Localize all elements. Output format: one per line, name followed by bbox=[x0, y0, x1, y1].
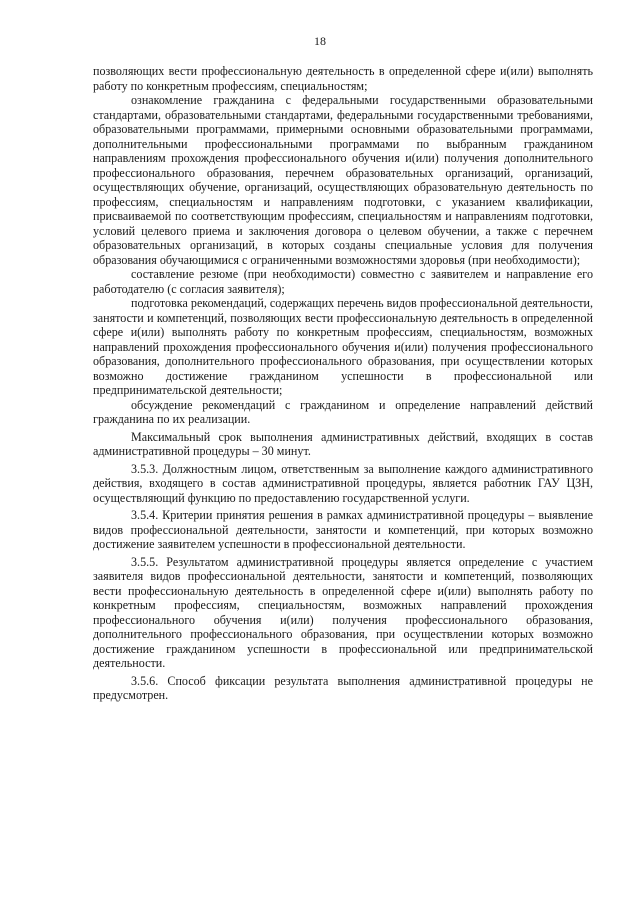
paragraph: Максимальный срок выполнения административных действий, входящих в состав административной процедуры – 30 минут. bbox=[93, 429, 593, 458]
paragraph: составление резюме (при необходимости) совместно с заявителем и направление его работодателю (с согласия заявителя); bbox=[93, 267, 593, 296]
paragraph: позволяющих вести профессиональную деятельность в определенной сфере и(или) выполнять работу по конкретным профессиям, специальностям; bbox=[93, 64, 593, 93]
page-number: 18 bbox=[314, 34, 326, 48]
paragraph: 3.5.5. Результатом административной процедуры является определение с участием заявителя видов профессиональной деятельности, занятости и компетенций, позволяющих вести профессиональную деятельность в определенной сфере и(или) выполнять работу по конкретным профессиям, специальностям, возможных направлений прохождения профессионального обучения и(или) получения профессионального образования, дополнительного профессионального образования, при осуществлении которых возможно достижение гражданином успешности в профессиональной или предпринимательской деятельности. bbox=[93, 554, 593, 670]
paragraph: 3.5.3. Должностным лицом, ответственным за выполнение каждого административного действия, входящего в состав административной процедуры, является работник ГАУ ЦЗН, осуществляющий функцию по предоставлению государственной услуги. bbox=[93, 461, 593, 505]
document-body bbox=[93, 64, 593, 703]
paragraph: 3.5.4. Критерии принятия решения в рамках административной процедуры – выявление видов профессиональной деятельности, занятости и компетенций, при которых возможно достижение заявителем успешности в профессиональной деятельности. bbox=[93, 508, 593, 551]
paragraph: ознакомление гражданина с федеральными государственными образовательными стандартами, образовательными стандартами, федеральными государственными требованиями, образовательными программами, примерными основными образовательными программами, дополнительными профессиональными программами по выбранным гражданином направлениям прохождения профессионального обучения и(или) получения дополнительного профессионального образования, перечнем образовательных организаций, организаций, осуществляющих обучение, организаций, осуществляющих образовательную деятельность по профессиям, специальностям и направлениям подготовки, с указанием квалификации, присваиваемой по соответствующим профессиям, специальностям и направлениям подготовки, условий целевого приема и заключения договора о целевом обучении, а также с перечнем образовательных организаций, в которых созданы специальные условия для получения образования обучающимися с ограниченными возможностями здоровья (при необходимости); bbox=[93, 93, 593, 267]
paragraph: 3.5.6. Способ фиксации результата выполнения административной процедуры не предусмотрен. bbox=[93, 673, 593, 702]
paragraph: подготовка рекомендаций, содержащих перечень видов профессиональной деятельности, занятости и компетенций, позволяющих вести профессиональную деятельность в определенной сфере и(или) выполнять работу по конкретным профессиям, специальностям, возможных направлений прохождения профессионального обучения и(или) получения профессионального образования, дополнительного профессионального образования, при осуществлении которых возможно достижение гражданином успешности в профессиональной или предпринимательской деятельности; bbox=[93, 296, 593, 397]
paragraph: обсуждение рекомендаций с гражданином и определение направлений действий гражданина по их реализации. bbox=[93, 397, 593, 426]
